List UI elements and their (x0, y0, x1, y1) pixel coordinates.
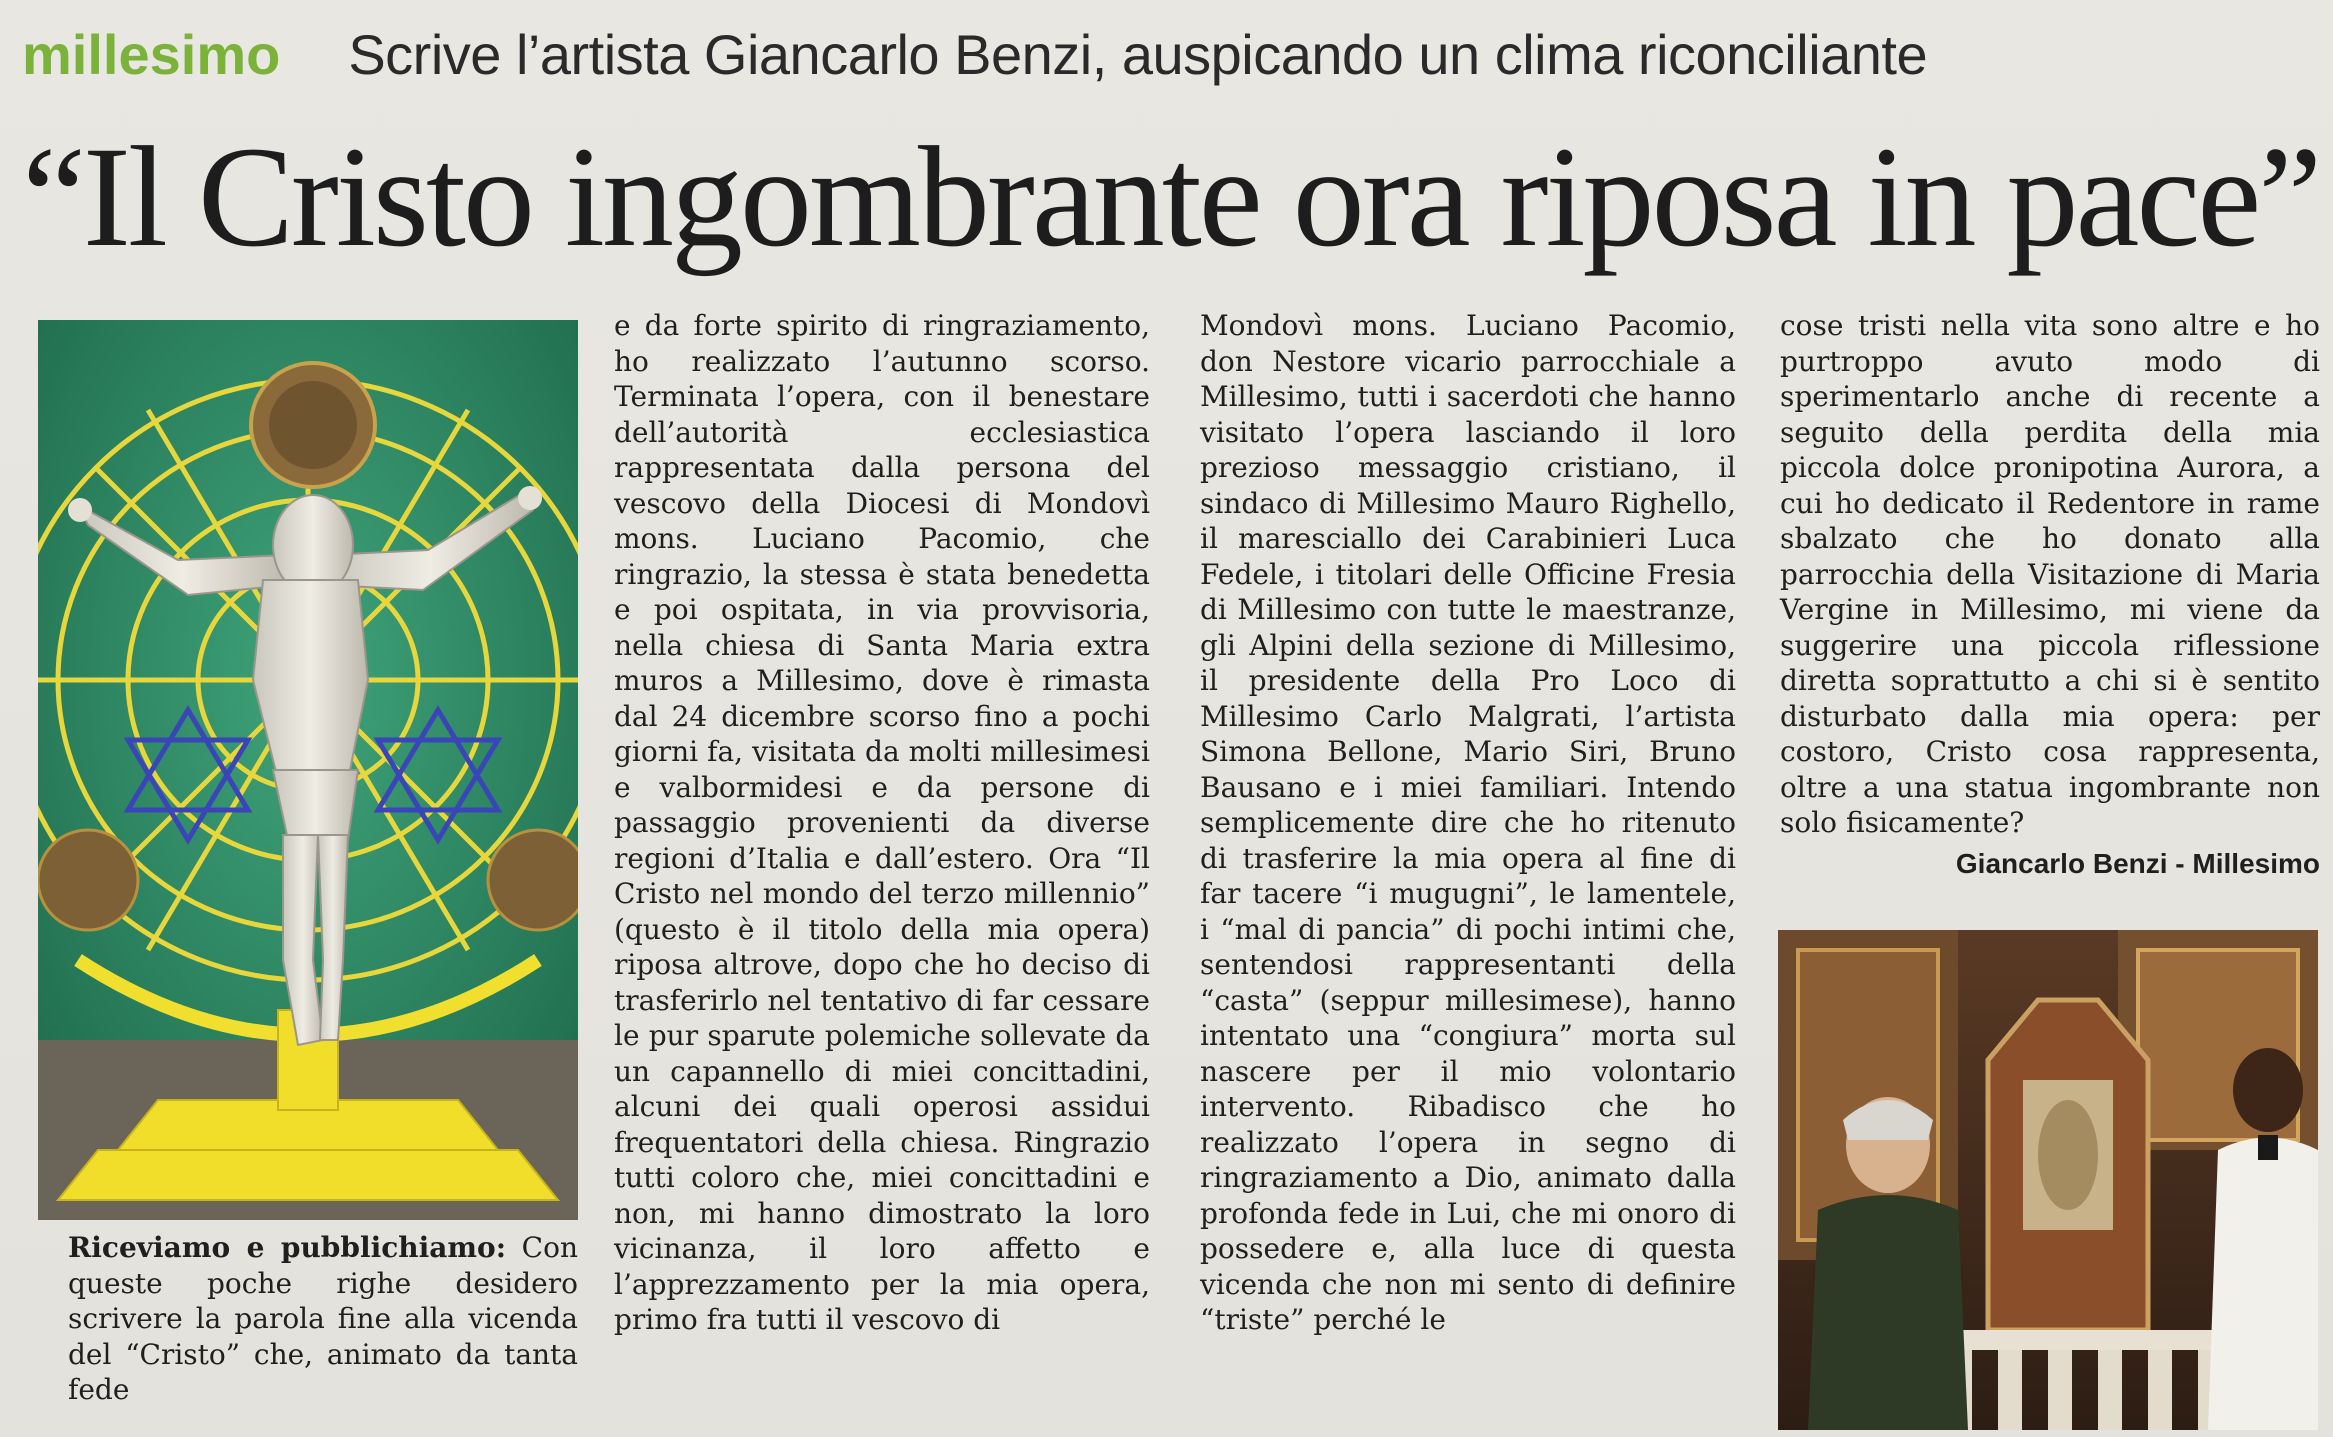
church-photo (1778, 930, 2318, 1430)
article-text-column-2: Mondovì mons. Luciano Pacomio, don Nestore vicario parrocchiale a Millesimo, tutti i sacerdoti che hanno visitato l’opera lasciando il loro prezioso messaggio cristiano, il sindaco di Millesimo Mauro Righello, il maresciallo dei Carabinieri Luca Fedele, i titolari delle Officine Fresia di Millesimo con tutte le maestranze, gli Alpini della sezione di Millesimo, il presidente della Pro Loco di Millesimo Carlo Malgrati, l’artista Simona Bellone, Mario Siri, Bruno Bausano e i miei familiari. Intendo semplicemente dire che ho ritenuto di trasferire la mia opera al fine di far tacere “i mugugni”, le lamentele, i “mal di pancia” di pochi intimi che, sentendosi rappresentanti della “casta” (seppur millesimese), hanno intentato una “congiura” morta sul nascere per il mio volontario intervento. Ribadisco che ho realizzato l’opera in segno di ringraziamento a Dio, animato dalla profonda fede in Lui, che mi onoro di possedere e, alla luce di questa vicenda che non mi sento di definire “triste” perché le (1200, 309, 1736, 1336)
sculpture-illustration (38, 320, 578, 1220)
kicker: Scrive l’artista Giancarlo Benzi, auspicando un clima riconciliante (348, 23, 1928, 86)
article-intro-column (68, 1230, 578, 1408)
article-column-1 (614, 308, 1150, 1338)
headline: “Il Cristo ingombrante ora riposa in pace” (22, 118, 2320, 277)
article-intro-text: Con queste poche righe desidero scrivere la parola fine alla vicenda del “Cristo” che, animato da tanta fede (68, 1231, 578, 1406)
article-text-column-1: e da forte spirito di ringraziamento, ho realizzato l’autunno scorso. Terminata l’opera, con il benestare dell’autorità ecclesiastica rappresentata dalla persona del vescovo della Diocesi di Mondovì mons. Luciano Pacomio, che ringrazio, la stessa è stata benedetta e poi ospitata, in via provvisoria, nella chiesa di Santa Maria extra muros a Millesimo, dove è rimasta dal 24 dicembre scorso fino a pochi giorni fa, visitata da molti millesimesi e valbormidesi e da persone di passaggio provenienti da diverse regioni d’Italia e dall’estero. Ora “Il Cristo nel mondo del terzo millennio” (questo è il titolo della mia opera) riposa altrove, dopo che ho deciso di trasferirlo nel tentativo di far cessare le pur sparute polemiche sollevate da un capannello di miei concittadini, alcuni dei quali operosi assidui frequentatori della chiesa. Ringrazio tutti coloro che, miei concittadini e non, mi hanno dimostrato la loro vicinanza, il loro affetto e l’apprezzamento per la mia opera, primo fra tutti il vescovo di (614, 309, 1150, 1336)
article-intro-paragraph (68, 1230, 578, 1408)
article-text-column-3: cose tristi nella vita sono altre e ho purtroppo avuto modo di sperimentarlo anche di recente a seguito della perdita della mia piccola dolce pronipotina Aurora, a cui ho dedicato il Redentore in rame sbalzato che ho donato alla parrocchia della Visitazione di Maria Vergine in Millesimo, mi viene da suggerire una piccola riflessione diretta soprattutto a chi si è sentito disturbato dalla mia opera: per costoro, Cristo cosa rappresenta, oltre a una statua ingombrante non solo fisicamente? (1780, 309, 2320, 839)
header-row (22, 22, 1927, 102)
section-label: millesimo (22, 23, 281, 86)
church-illustration (1778, 930, 2318, 1430)
article-column-3 (1780, 308, 2320, 841)
article-signature: Giancarlo Benzi - Millesimo (1955, 848, 2320, 879)
article-column-2 (1200, 308, 1736, 1338)
sculpture-photo (38, 320, 578, 1220)
lead-label: Riceviamo e pubblichiamo: (68, 1231, 507, 1264)
